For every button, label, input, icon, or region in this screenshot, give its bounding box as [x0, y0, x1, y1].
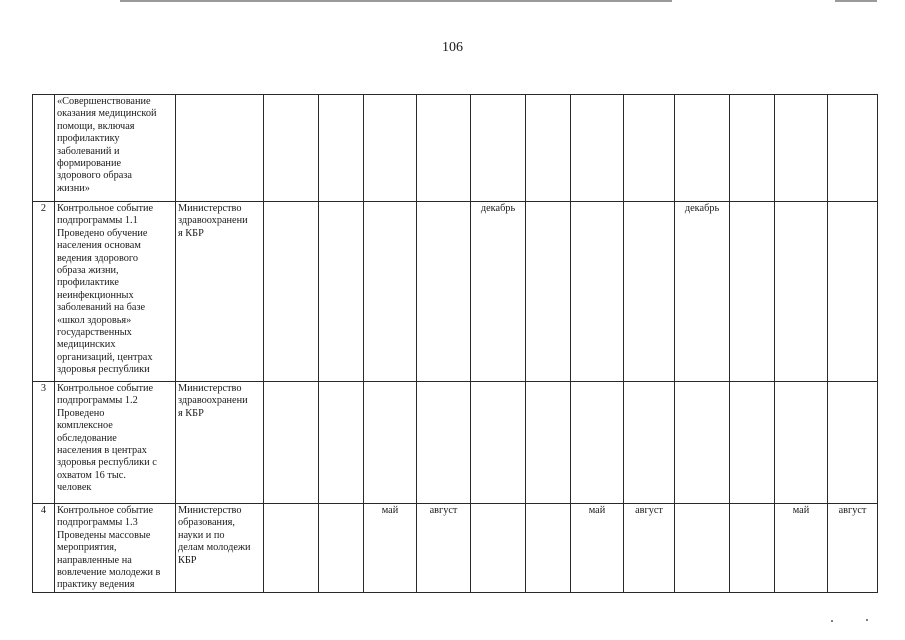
- month-cell: [571, 95, 624, 202]
- month-cell: [675, 95, 730, 202]
- event-name: «Совершенствование оказания медицинской помощи, включая профилактику заболеваний и формирование здорового образа жизни»: [55, 95, 176, 202]
- month-cell: май: [364, 504, 417, 593]
- month-cell: [730, 95, 775, 202]
- month-cell: [571, 202, 624, 382]
- month-cell: [526, 504, 571, 593]
- month-cell: [471, 382, 526, 504]
- month-cell: [364, 95, 417, 202]
- month-cell: [775, 382, 828, 504]
- month-cell: [526, 382, 571, 504]
- month-cell: май: [775, 504, 828, 593]
- schedule-table: [32, 94, 878, 593]
- month-cell: [417, 382, 471, 504]
- top-rule: [120, 0, 672, 2]
- month-cell: [471, 95, 526, 202]
- month-cell: [526, 202, 571, 382]
- blank-cell: [264, 202, 319, 382]
- month-cell: май: [571, 504, 624, 593]
- month-cell: [364, 202, 417, 382]
- month-cell: [526, 95, 571, 202]
- row-number: 3: [33, 382, 55, 504]
- scan-speck: [831, 620, 833, 622]
- table-row: [33, 202, 878, 382]
- event-name: Контрольное событие подпрограммы 1.3 Проведены массовые мероприятия, направленные на вовлечение молодежи в практику ведения: [55, 504, 176, 593]
- month-cell: декабрь: [675, 202, 730, 382]
- page-number: 106: [442, 40, 463, 55]
- executor: [176, 95, 264, 202]
- event-name: Контрольное событие подпрограммы 1.1 Проведено обучение населения основам ведения здорового образа жизни, профилактике неинфекционных заболеваний на базе «школ здоровья» государственных медицинских организаций, центрах здоровья республики: [55, 202, 176, 382]
- month-cell: [775, 202, 828, 382]
- month-cell: август: [417, 504, 471, 593]
- month-cell: [624, 382, 675, 504]
- table-row: [33, 382, 878, 504]
- month-cell: [624, 202, 675, 382]
- executor: Министерство образования, науки и по делам молодежи КБР: [176, 504, 264, 593]
- executor: Министерство здравоохранени я КБР: [176, 202, 264, 382]
- executor: Министерство здравоохранени я КБР: [176, 382, 264, 504]
- month-cell: [675, 382, 730, 504]
- month-cell: [319, 202, 364, 382]
- table-row: [33, 95, 878, 202]
- scan-speck: [866, 619, 868, 621]
- month-cell: [364, 382, 417, 504]
- month-cell: [417, 95, 471, 202]
- month-cell: [828, 382, 878, 504]
- month-cell: [571, 382, 624, 504]
- month-cell: [730, 504, 775, 593]
- top-rule-right: [835, 0, 877, 2]
- event-name: Контрольное событие подпрограммы 1.2 Проведено комплексное обследование населения в центрах здоровья республики с охватом 16 тыс. человек: [55, 382, 176, 504]
- month-cell: декабрь: [471, 202, 526, 382]
- month-cell: [828, 202, 878, 382]
- month-cell: [319, 382, 364, 504]
- table-row: [33, 504, 878, 593]
- month-cell: [624, 95, 675, 202]
- blank-cell: [264, 382, 319, 504]
- month-cell: [828, 95, 878, 202]
- blank-cell: [264, 504, 319, 593]
- row-number: 2: [33, 202, 55, 382]
- month-cell: [471, 504, 526, 593]
- month-cell: [675, 504, 730, 593]
- month-cell: [730, 382, 775, 504]
- month-cell: [319, 95, 364, 202]
- month-cell: [319, 504, 364, 593]
- blank-cell: [264, 95, 319, 202]
- month-cell: [417, 202, 471, 382]
- month-cell: август: [828, 504, 878, 593]
- row-number: [33, 95, 55, 202]
- month-cell: август: [624, 504, 675, 593]
- month-cell: [775, 95, 828, 202]
- month-cell: [730, 202, 775, 382]
- row-number: 4: [33, 504, 55, 593]
